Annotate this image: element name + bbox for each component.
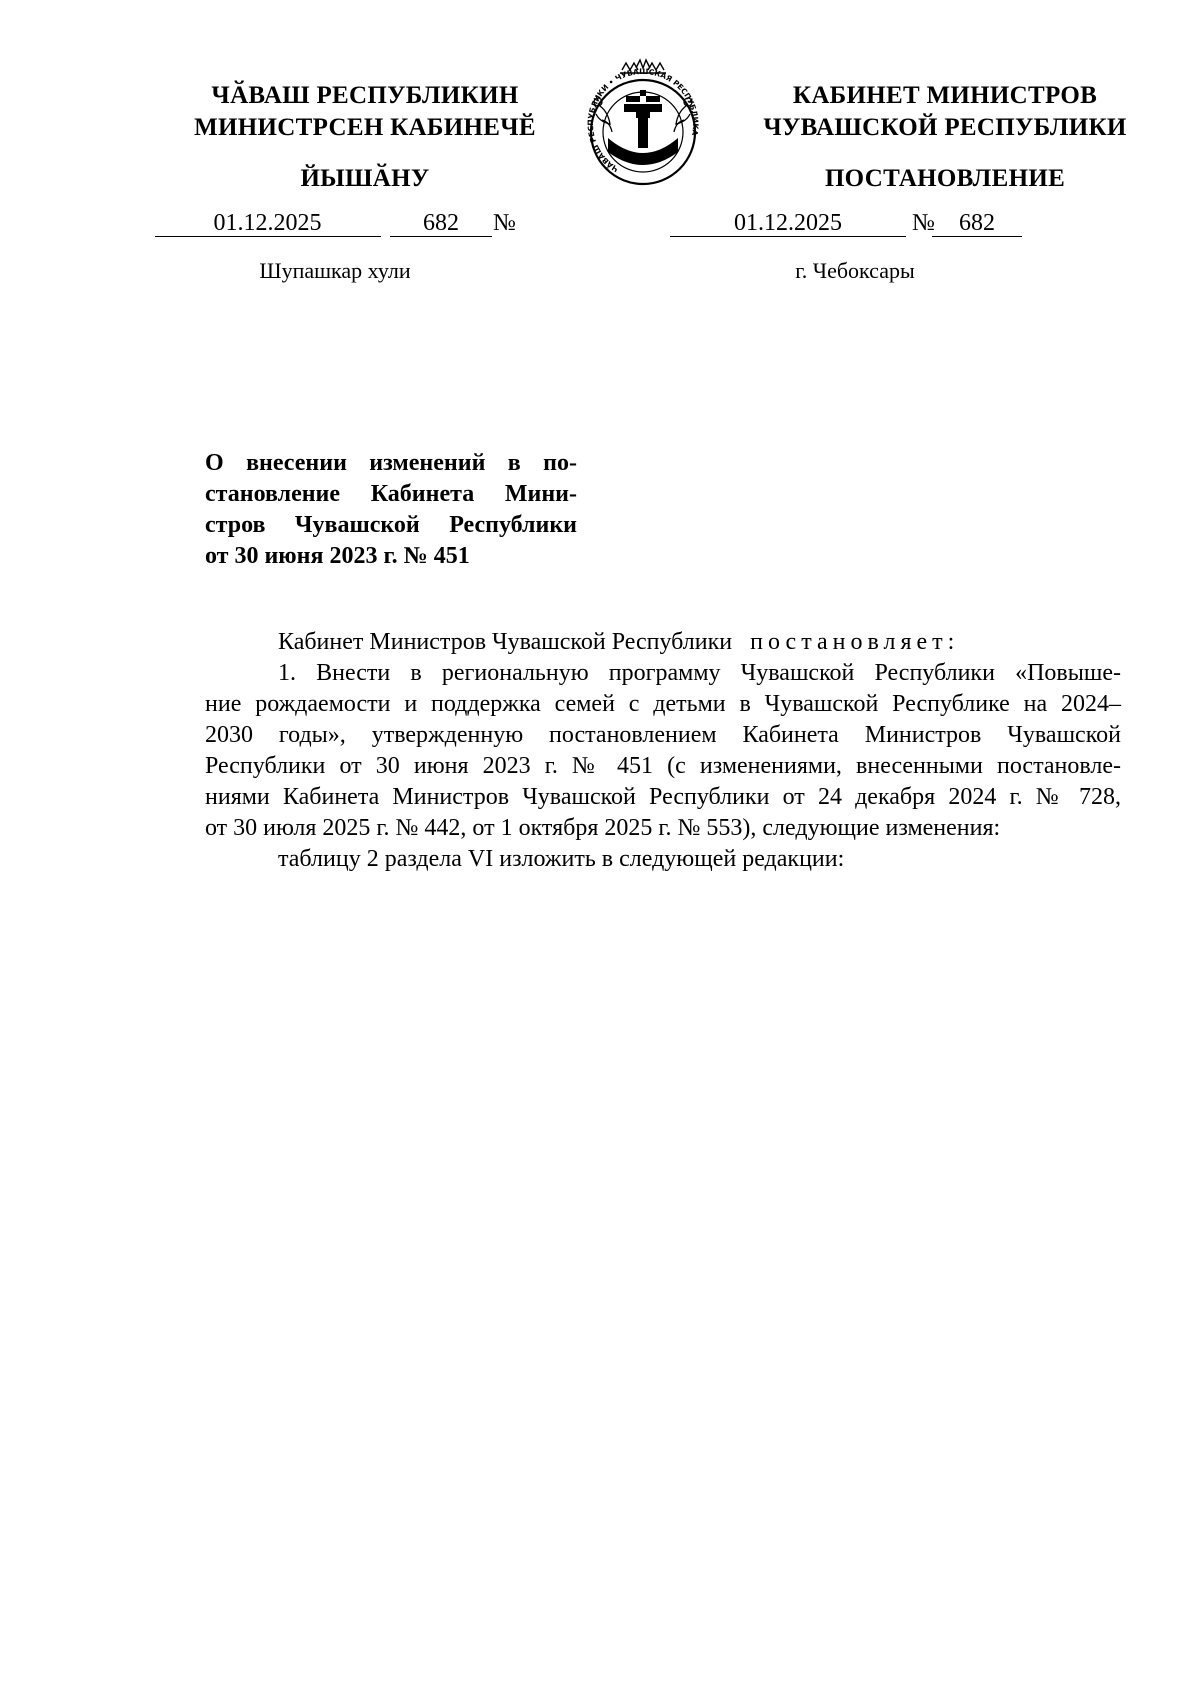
decree-word: постановляет:: [750, 629, 960, 655]
paragraph1-line: ниями Кабинета Министров Чувашской Республики от 24 декабря 2024 г. № 728,: [205, 784, 1121, 810]
document-body: [205, 627, 1121, 875]
header-left-title: [170, 80, 560, 144]
coat-of-arms-icon: [578, 56, 708, 188]
intro-text: Кабинет Министров Чувашской Республики: [278, 629, 733, 655]
header-left-line1: ЧӐВАШ РЕСПУБЛИКИН: [211, 82, 519, 109]
place-left: Шупашкар хули: [259, 258, 411, 283]
left-date-underline: [155, 236, 381, 237]
right-date: 01.12.2025: [734, 210, 842, 236]
header-right-title: [725, 80, 1165, 144]
document-subject: [205, 448, 577, 572]
subject-line: стров Чувашской Республики: [205, 512, 577, 538]
paragraph1-line: от 30 июля 2025 г. № 442, от 1 октября 2025 г. № 553), следующие изменения:: [205, 815, 1001, 841]
paragraph1-line: 2030 годы», утвержденную постановлением Кабинета Министров Чувашской: [205, 722, 1121, 748]
doctype-right: ПОСТАНОВЛЕНИЕ: [824, 165, 1066, 192]
header-right-line1: КАБИНЕТ МИНИСТРОВ: [792, 82, 1098, 109]
paragraph1-line: Республики от 30 июня 2023 г. № 451 (с изменениями, внесенными постановле-: [205, 753, 1121, 779]
paragraph2-line: таблицу 2 раздела VI изложить в следующей редакции:: [278, 846, 845, 872]
header-left-line2: МИНИСТРСЕН КАБИНЕЧӖ: [194, 114, 536, 141]
left-date: 01.12.2025: [213, 210, 322, 236]
doctype-left: ЙЫШӐНУ: [300, 165, 430, 192]
intro-line: [205, 627, 1121, 658]
paragraph1-line: ние рождаемости и поддержка семей с детьми в Чувашской Республике на 2024–: [205, 691, 1121, 717]
paragraph1-line: 1. Внести в региональную программу Чувашской Республики «Повыше-: [278, 660, 1121, 686]
left-number-sign: №: [493, 210, 516, 236]
subject-line: становление Кабинета Мини-: [205, 481, 577, 507]
subject-line: от 30 июня 2023 г. № 451: [205, 543, 470, 569]
right-number: 682: [959, 210, 995, 236]
subject-line: О внесении изменений в по-: [205, 450, 577, 476]
svg-text:ЧӐВАШ РЕСПУБЛИКИ • ЧУВАШСКАЯ Р: ЧӐВАШ РЕСПУБЛИКИ • ЧУВАШСКАЯ РЕСПУБЛИКА: [585, 66, 701, 174]
right-number-sign: №: [912, 210, 935, 236]
left-number-underline: [390, 236, 492, 237]
place-right: г. Чебоксары: [795, 258, 915, 283]
right-date-underline: [670, 236, 906, 237]
left-number: 682: [423, 210, 459, 236]
header-right-line2: ЧУВАШСКОЙ РЕСПУБЛИКИ: [763, 114, 1127, 141]
right-number-underline: [932, 236, 1022, 237]
